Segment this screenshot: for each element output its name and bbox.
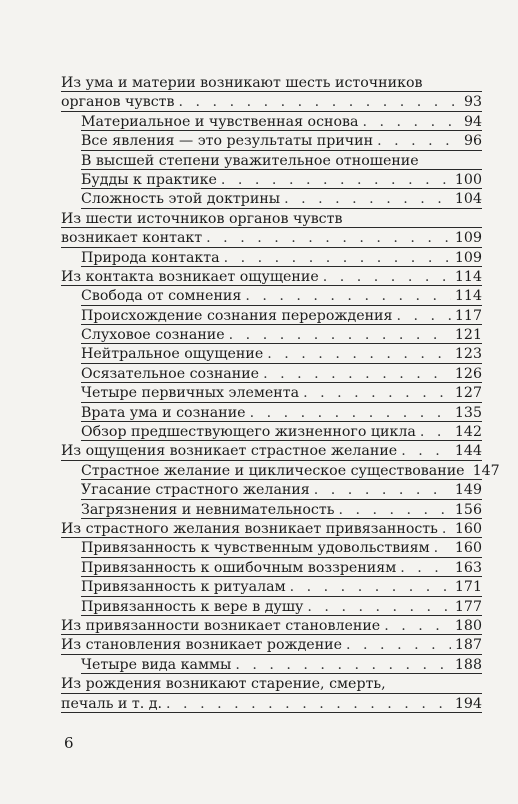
toc-entry-title: Из шести источников органов чувств (61, 210, 343, 227)
toc-line (81, 171, 482, 190)
page-number: 6 (64, 734, 74, 752)
toc-line (61, 636, 482, 655)
toc-entry-title: Четыре первичных элемента (81, 385, 300, 402)
toc-page-number: 180 (454, 617, 482, 634)
toc-line (81, 598, 482, 617)
toc-entry-title: Из ума и материи возникают шесть источников (61, 75, 423, 91)
toc-section-entry (0, 287, 518, 306)
toc-line (81, 113, 482, 132)
toc-section-entry (0, 598, 518, 617)
toc-page-number: 117 (454, 307, 482, 324)
toc-line-rule (81, 208, 482, 209)
toc-chapter-entry (0, 675, 518, 714)
toc-line (61, 442, 482, 461)
toc-entry-title: Из страстного желания возникает привязанность (61, 520, 438, 537)
toc-section-entry (0, 462, 518, 481)
toc-chapter-entry (0, 268, 518, 287)
toc-line (81, 190, 482, 209)
toc-line (61, 229, 482, 248)
toc-line-rule (81, 150, 482, 151)
toc-section-entry (0, 384, 518, 403)
toc-line-rule (81, 382, 482, 383)
toc-chapter-entry (0, 442, 518, 461)
toc-page-number: 171 (454, 579, 482, 596)
toc-chapter-entry (0, 74, 518, 113)
toc-page-number: 135 (454, 404, 482, 421)
toc-entry-title: Врата ума и сознание (81, 404, 246, 421)
toc-section-entry (0, 559, 518, 578)
toc-page-number: 147 (472, 462, 500, 479)
toc-page-number: 94 (463, 113, 482, 130)
toc-line (61, 268, 482, 287)
toc-line-rule (81, 402, 482, 403)
toc-line (81, 656, 482, 675)
toc-page-number: 114 (454, 288, 482, 305)
toc-entry-title: печаль и т. д. (61, 695, 163, 712)
toc-line-rule (81, 673, 482, 674)
toc-page-number: 156 (454, 501, 482, 518)
toc-line-rule (81, 479, 482, 480)
toc-section-entry (0, 132, 518, 151)
toc-page-number: 123 (454, 346, 482, 363)
toc-entry-title: Обзор предшествующего жизненного цикла (81, 424, 416, 441)
toc-line (61, 93, 482, 112)
toc-line (81, 152, 482, 171)
toc-line-rule (61, 227, 482, 228)
toc-section-entry (0, 113, 518, 132)
toc-line-rule (81, 363, 482, 364)
toc-chapter-entry (0, 210, 518, 249)
toc-line-rule (81, 615, 482, 616)
toc-line-rule (81, 324, 482, 325)
toc-line (81, 326, 482, 345)
toc-page-number: 144 (454, 443, 482, 460)
toc-line-rule (61, 111, 482, 112)
toc-line-rule (81, 421, 482, 422)
toc-line (81, 307, 482, 326)
toc-page-number: 142 (454, 424, 482, 441)
toc-entry-title: Материальное и чувственная основа (81, 113, 359, 130)
toc-entry-title: Будды к практике (81, 171, 217, 188)
toc-entry-title: Страстное желание и циклическое существование (81, 462, 465, 479)
toc-line-rule (81, 169, 482, 170)
toc-section-entry (0, 578, 518, 597)
toc-page-number: 109 (454, 249, 482, 266)
toc-entry-title: Загрязнения и невнимательность (81, 501, 335, 518)
toc-entry-title: Из ощущения возникает страстное желание (61, 443, 398, 460)
toc-entry-title: Слуховое сознание (81, 327, 225, 344)
toc-line (81, 481, 482, 500)
toc-page-number: 127 (454, 385, 482, 402)
toc-section-entry (0, 365, 518, 384)
toc-entry-title: Происхождение сознания перерождения (81, 307, 393, 324)
toc-line-rule (61, 460, 482, 461)
toc-line-rule (81, 305, 482, 306)
toc-section-entry (0, 539, 518, 558)
toc-section-entry (0, 249, 518, 268)
toc-line (81, 365, 482, 384)
toc-line-rule (81, 499, 482, 500)
toc-entry-title: Четыре вида каммы (81, 656, 232, 673)
toc-line (81, 249, 482, 268)
toc-line (61, 617, 482, 636)
toc-line-rule (61, 247, 482, 248)
toc-chapter-entry (0, 617, 518, 636)
toc-line (61, 520, 482, 539)
toc-line (81, 559, 482, 578)
toc-page-number: 149 (454, 482, 482, 499)
toc-line (81, 287, 482, 306)
toc-line-rule (61, 91, 482, 92)
toc-section-entry (0, 423, 518, 442)
toc-line-rule (61, 693, 482, 694)
toc-line-rule (81, 188, 482, 189)
toc-entry-title: В высшей степени уважительное отношение (81, 152, 419, 169)
toc-entry-title: Все явления — это результаты причин (81, 133, 374, 150)
toc-page-number: 163 (454, 559, 482, 576)
toc-line-rule (81, 266, 482, 267)
toc-entry-title: Привязанность к вере в душу (81, 598, 304, 615)
toc-entry-title: Привязанность к ритуалам (81, 579, 286, 596)
toc-line (81, 578, 482, 597)
table-of-contents (0, 74, 518, 714)
toc-line-rule (81, 343, 482, 344)
toc-line (81, 423, 482, 442)
toc-line-rule (61, 285, 482, 286)
toc-entry-title: Угасание страстного желания (81, 482, 310, 499)
toc-section-entry (0, 326, 518, 345)
toc-page-number: 109 (454, 230, 482, 247)
toc-chapter-entry (0, 520, 518, 539)
toc-line-rule (81, 596, 482, 597)
toc-line-rule (61, 654, 482, 655)
toc-page-number: 104 (454, 191, 482, 208)
toc-section-entry (0, 656, 518, 675)
toc-entry-title: органов чувств (61, 94, 175, 111)
toc-section-entry (0, 307, 518, 326)
toc-entry-title: Из контакта возникает ощущение (61, 268, 319, 285)
toc-entry-title: Из становления возникает рождение (61, 637, 343, 654)
toc-line (81, 345, 482, 364)
toc-line (61, 675, 482, 694)
toc-page-number: 96 (463, 133, 482, 150)
toc-entry-title: возникает контакт (61, 230, 203, 247)
toc-page-number: 177 (454, 598, 482, 615)
toc-line (81, 132, 482, 151)
toc-line (81, 462, 500, 481)
toc-entry-title: Осязательное сознание (81, 365, 260, 382)
toc-section-entry (0, 152, 518, 191)
toc-entry-title: Привязанность к чувственным удовольствиям (81, 540, 430, 557)
toc-line (81, 501, 482, 520)
toc-page-number: 160 (454, 520, 482, 537)
toc-entry-title: Привязанность к ошибочным воззрениям (81, 559, 397, 576)
toc-page-number: 160 (454, 540, 482, 557)
toc-line-rule (61, 712, 482, 713)
toc-page-number: 100 (454, 171, 482, 188)
toc-line (81, 539, 482, 558)
toc-section-entry (0, 404, 518, 423)
toc-section-entry (0, 345, 518, 364)
toc-page-number: 126 (454, 365, 482, 382)
toc-line-rule (81, 576, 482, 577)
toc-section-entry (0, 501, 518, 520)
toc-entry-title: Из рождения возникают старение, смерть, (61, 676, 386, 693)
toc-entry-title: Свобода от сомнения (81, 288, 242, 305)
toc-line (61, 74, 482, 93)
toc-entry-title: Из привязанности возникает становление (61, 617, 381, 634)
toc-page-number: 187 (454, 637, 482, 654)
toc-entry-title: Сложность этой доктрины (81, 191, 281, 208)
toc-page-number: 93 (463, 94, 482, 111)
toc-line-rule (81, 557, 482, 558)
toc-entry-title: Природа контакта (81, 249, 220, 266)
toc-section-entry (0, 190, 518, 209)
toc-line (61, 695, 482, 714)
toc-page-number: 114 (454, 268, 482, 285)
toc-chapter-entry (0, 636, 518, 655)
toc-line-rule (61, 634, 482, 635)
toc-line (81, 404, 482, 423)
toc-entry-title: Нейтральное ощущение (81, 346, 264, 363)
toc-line-rule (61, 537, 482, 538)
toc-page-number: 121 (454, 327, 482, 344)
toc-section-entry (0, 481, 518, 500)
toc-line-rule (81, 518, 482, 519)
toc-line-rule (81, 440, 482, 441)
toc-line (81, 384, 482, 403)
toc-line (61, 210, 482, 229)
toc-page-number: 194 (454, 695, 482, 712)
toc-page-number: 188 (454, 656, 482, 673)
toc-line-rule (81, 130, 482, 131)
